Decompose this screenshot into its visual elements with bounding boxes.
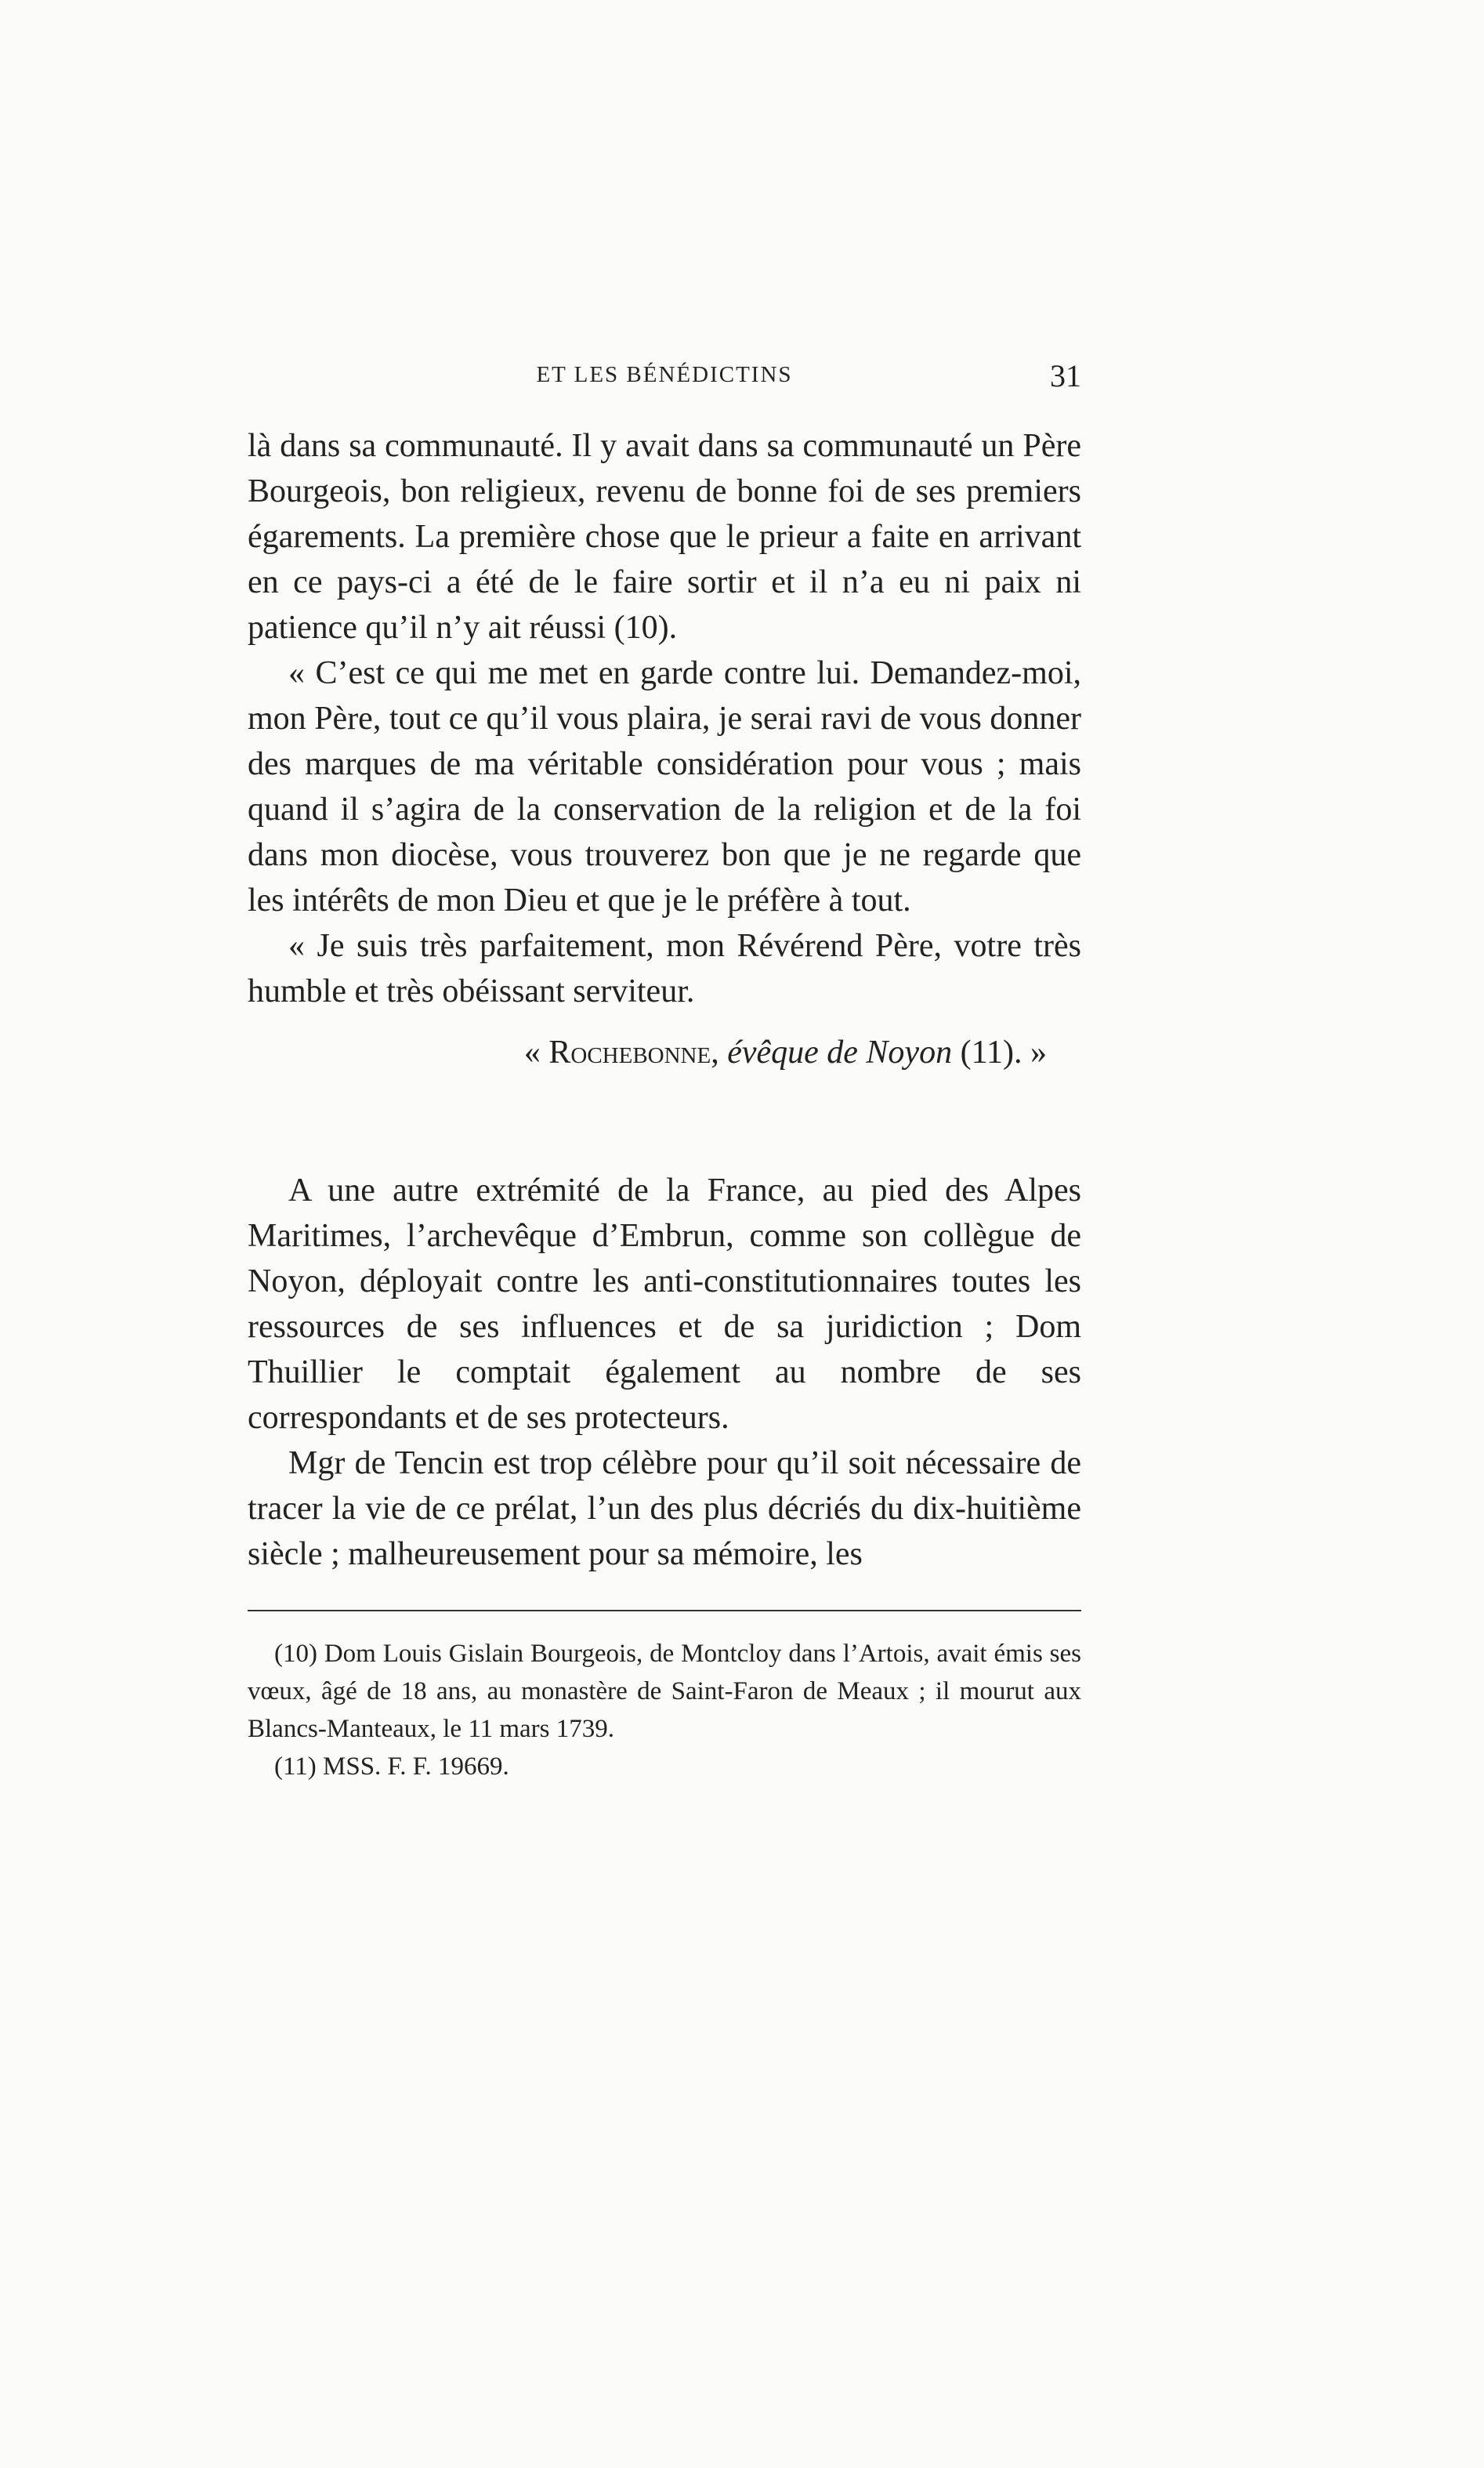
- signature-title: évêque de Noyon: [727, 1035, 953, 1071]
- page-number: 31: [1050, 358, 1081, 393]
- footnote-rule: [248, 1610, 1081, 1611]
- paragraph-embrun: A une autre extrémité de la France, au pied des Alpes Maritimes, l’archevêque d’Embrun, comme son collègue de Noyon, déployait contre les anti-constitutionnaires toutes les ressources de ses influences et de sa juridiction ; Dom Thuillier le comptait également au nombre de ses correspondants et de ses protecteurs.: [248, 1172, 1081, 1436]
- section-gap: [248, 1075, 1081, 1168]
- paragraph-letter: « C’est ce qui me met en garde contre lui. Demandez-moi, mon Père, tout ce qu’il vous plaira, je serai ravi de vous donner des marques de ma véritable considération pour vous ; mais quand il s’agira de la conservation de la religion et de la foi dans mon diocèse, vous trouverez bon que je ne regarde que les intérêts de mon Dieu et que je le préfère à tout.: [248, 655, 1081, 919]
- footnote-10: (10) Dom Louis Gislain Bourgeois, de Montcloy dans l’Artois, avait émis ses vœux, âgé de 18 ans, au monastère de Saint-Faron de Meaux ; il mourut aux Blancs-Manteaux, le 11 mars 1739.: [248, 1640, 1081, 1743]
- footnotes: [248, 1635, 1081, 1785]
- paragraph-tencin: Mgr de Tencin est trop célèbre pour qu’il soit nécessaire de tracer la vie de ce prélat, l’un des plus décriés du dix-huitième siècle ; malheureusement pour sa mémoire, les: [248, 1445, 1081, 1572]
- main-text: [248, 423, 1081, 1577]
- book-page: [248, 357, 1081, 1785]
- running-head-title: ET LES BÉNÉDICTINS: [536, 362, 793, 387]
- signature-open-quote: «: [523, 1035, 549, 1071]
- footnote-11: (11) MSS. F. F. 19669.: [274, 1752, 509, 1781]
- running-head: [248, 357, 1081, 404]
- paragraph-closing: « Je suis très parfaitement, mon Révérend Père, votre très humble et très obéissant serviteur.: [248, 928, 1081, 1009]
- letter-signature: [248, 1030, 1081, 1075]
- signature-name: Rochebonne,: [548, 1035, 719, 1071]
- paragraph-continuation: là dans sa communauté. Il y avait dans sa communauté un Père Bourgeois, bon religieux, revenu de bonne foi de ses premiers égarements. La première chose que le prieur a faite en arrivant en ce pays-ci a été de le faire sortir et il n’a eu ni paix ni patience qu’il n’y ait réussi (10).: [248, 428, 1081, 646]
- signature-close: (11). »: [952, 1035, 1047, 1071]
